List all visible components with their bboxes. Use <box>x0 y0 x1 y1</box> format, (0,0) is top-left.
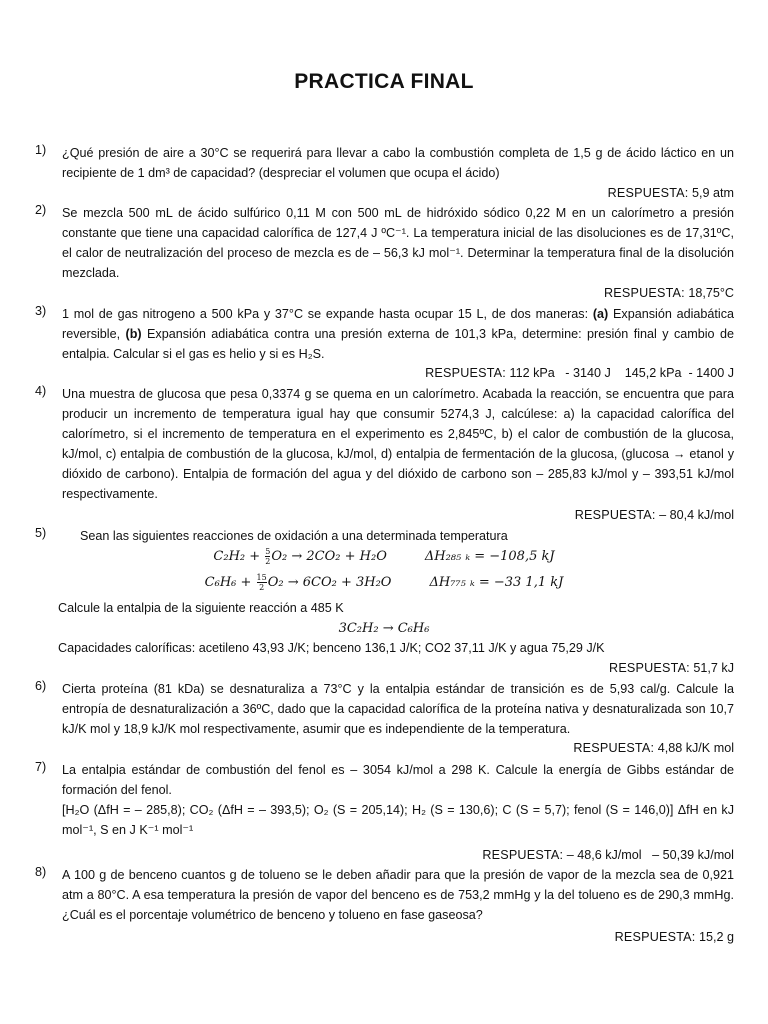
answer-value: 5,9 atm <box>692 186 734 200</box>
question-number: 1) <box>35 143 47 157</box>
answer-value: – 48,6 kJ/mol – 50,39 kJ/mol <box>566 848 734 862</box>
answer <box>54 739 734 757</box>
answer <box>54 364 734 382</box>
question-number: 3) <box>35 304 47 318</box>
question-text: 1 mol de gas nitrogeno a 500 kPa y 37°C se expande hasta ocupar 15 L, de dos maneras: (a) Expansión adiabática reversible, (b) Expansión adiabática contra una presión externa de 101,3 kPa, determine: presión final y cambio de entalpia. Calcular si el gas es helio y si es H₂S. <box>62 307 735 361</box>
answer-value: 18,75°C <box>688 286 734 300</box>
question-text: Cierta proteína (81 kDa) se desnaturaliza a 73°C y la entalpia estándar de transición es de 5,93 cal/g. Calcule la entropía de desnaturalización a 36ºC, dado que la capacidad calorífica de la proteína nativa y desnaturalizada son 10,7 kJ/K mol y 18,9 kJ/K mol respectivamente, asumir que es independiente de la temperatura. <box>62 682 734 736</box>
answer-value: 15,2 g <box>698 930 734 944</box>
answer-label: RESPUESTA: <box>614 930 696 944</box>
answer-label: RESPUESTA: <box>609 661 690 675</box>
equation-2: C₆H₆ + $\frac{15}{2}O_2 \to 6CO_2 + 3H_2O$ ΔH₇₇₅ ₖ = −33 1,1 kJ <box>204 573 564 592</box>
question-number: 7) <box>35 760 47 774</box>
answer-value: – 80,4 kJ/mol <box>659 508 734 522</box>
answer-value: 112 kPa - 3140 J 145,2 kPa - 1400 J <box>509 366 734 380</box>
answer <box>54 506 734 524</box>
answer-label: RESPUESTA: <box>573 741 655 755</box>
question-text-2: Calcule la entalpia de la siguiente reacción a 485 K <box>58 601 344 615</box>
answer <box>54 928 734 946</box>
question-text: ¿Qué presión de aire a 30°C se requerirá para llevar a cabo la combustión completa de 1,5 g de ácido láctico en un recipiente de 1 dm³ de capacidad? (despreciar el volumen que ocupa el ácido) <box>62 146 734 180</box>
answer-value: 4,88 kJ/K mol <box>657 741 734 755</box>
answer <box>54 284 734 302</box>
answer <box>54 659 734 677</box>
answer-label: RESPUESTA: <box>607 186 689 200</box>
question-text: Una muestra de glucosa que pesa 0,3374 g se quema en un calorímetro. Acabada la reacción, se encuentra que para producir un incremento de temperatura igual hay que consumir 5274,3 J, calcúlese: a) la capacidad calorífica del calorímetro, si el incremento de temperatura en el experimento es 2,845ºC, b) el calor de combustión de la glucosa, kJ/mol, c) entalpia de combustión de la glucosa, kJ/mol, d) entalpia de fermentación de la glucosa, (glucosa → etanol y dióxido de carbono). Entalpia de formación del agua y del dióxido de carbono son – 285,83 kJ/mol y – 393,51 kJ/mol respectivamente. <box>62 387 734 501</box>
answer-label: RESPUESTA: <box>425 366 506 380</box>
answer-value: 51,7 kJ <box>693 661 734 675</box>
answer <box>54 846 734 864</box>
equation-1: C₂H₂ + $\frac{5}{2}O_2 \to 2CO_2 + H_2O$ ΔH₂₈₅ ₖ = −108,5 kJ <box>213 547 555 566</box>
answer-label: RESPUESTA: <box>574 508 656 522</box>
question-number: 6) <box>35 679 47 693</box>
question-number: 8) <box>35 865 47 879</box>
question-text-2: [H₂O (ΔfH = – 285,8); CO₂ (ΔfH = – 393,5); O₂ (S = 205,14); H₂ (S = 130,6); C (S = 5,7); fenol (S = 146,0)] ΔfH en kJ mol⁻¹, S en J K⁻¹ mol⁻¹ <box>62 803 734 837</box>
question-number: 4) <box>35 384 47 398</box>
equation-3: 3C₂H₂ → C₆H₆ <box>338 621 430 636</box>
answer-label: RESPUESTA: <box>482 848 564 862</box>
question-text-3: Capacidades caloríficas: acetileno 43,93 J/K; benceno 136,1 J/K; CO2 37,11 J/K y agua 75,29 J/K <box>58 641 605 655</box>
question-text: A 100 g de benceno cuantos g de tolueno se le deben añadir para que la presión de vapor de la mezcla sea de 0,921 atm a 80°C. A esa temperatura la presión de vapor del benceno es de 753,2 mmHg y la del tolueno es de 290,3 mmHg. ¿Cuál es el porcentaje volumétrico de benceno y tolueno en fase gaseosa? <box>62 868 734 922</box>
question-text: Se mezcla 500 mL de ácido sulfúrico 0,11 M con 500 mL de hidróxido sódico 0,22 M en un calorímetro a presión constante que tiene una capacidad calorífica de 127,4 J ºC⁻¹. La temperatura inicial de las disoluciones es de 17,31ºC, el calor de neutralización del proceso de mezcla es de – 56,3 kJ mol⁻¹. Determinar la temperatura final de la disolución mezclada. <box>62 206 734 280</box>
question-number: 2) <box>35 203 47 217</box>
page-title: PRACTICA FINAL <box>294 70 474 93</box>
answer <box>54 184 734 202</box>
answer-label: RESPUESTA: <box>603 286 685 300</box>
question-text: La entalpia estándar de combustión del fenol es – 3054 kJ/mol a 298 K. Calcule la energía de Gibbs estándar de formación del fenol. <box>62 763 734 797</box>
question-number: 5) <box>35 526 47 540</box>
question-text: Sean las siguientes reacciones de oxidación a una determinada temperatura <box>80 529 508 543</box>
